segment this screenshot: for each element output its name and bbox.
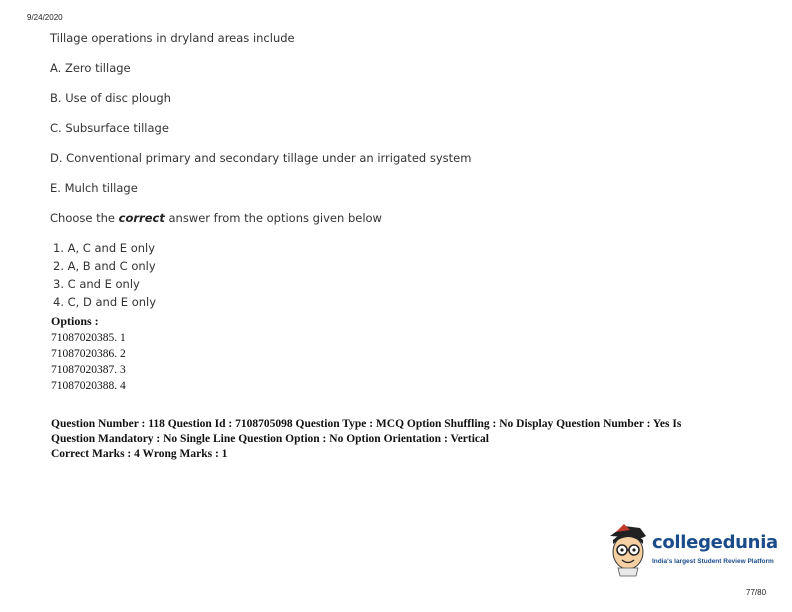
question-meta-line-3: Correct Marks : 4 Wrong Marks : 1 [51,448,228,460]
statement-a: A. Zero tillage [50,61,131,75]
question-meta-line-1: Question Number : 118 Question Id : 7108705098 Question Type : MCQ Option Shuffling : No Display Question Number : Yes Is [51,418,682,430]
answer-choice-1: 1. A, C and E only [53,241,156,255]
instruction-emphasis: correct [118,211,165,225]
instruction [50,211,382,225]
watermark-tagline: India's largest Student Review Platform [652,558,774,565]
print-date: 9/24/2020 [27,13,63,22]
answer-choice-4: 4. C, D and E only [53,295,157,309]
option-id-1: 71087020385. 1 [51,332,126,344]
statement-d: D. Conventional primary and secondary tillage under an irrigated system [50,151,472,165]
question-meta-line-2: Question Mandatory : No Single Line Question Option : No Option Orientation : Vertical [51,433,489,445]
answer-choice-3: 3. C and E only [53,277,140,291]
instruction-after: answer from the options given below [164,211,382,225]
watermark-brand: collegedunia [652,532,778,553]
statement-c: C. Subsurface tillage [50,121,169,135]
option-id-3: 71087020387. 3 [51,364,126,376]
option-id-4: 71087020388. 4 [51,380,126,392]
option-id-2: 71087020386. 2 [51,348,126,360]
answer-choice-2: 2. A, B and C only [53,259,156,273]
options-heading: Options : [51,314,99,328]
page-number: 77/80 [746,588,767,597]
question-text: Tillage operations in dryland areas include [50,31,295,45]
instruction-before: Choose the [50,211,119,225]
statement-b: B. Use of disc plough [50,91,171,105]
statement-e: E. Mulch tillage [50,181,138,195]
